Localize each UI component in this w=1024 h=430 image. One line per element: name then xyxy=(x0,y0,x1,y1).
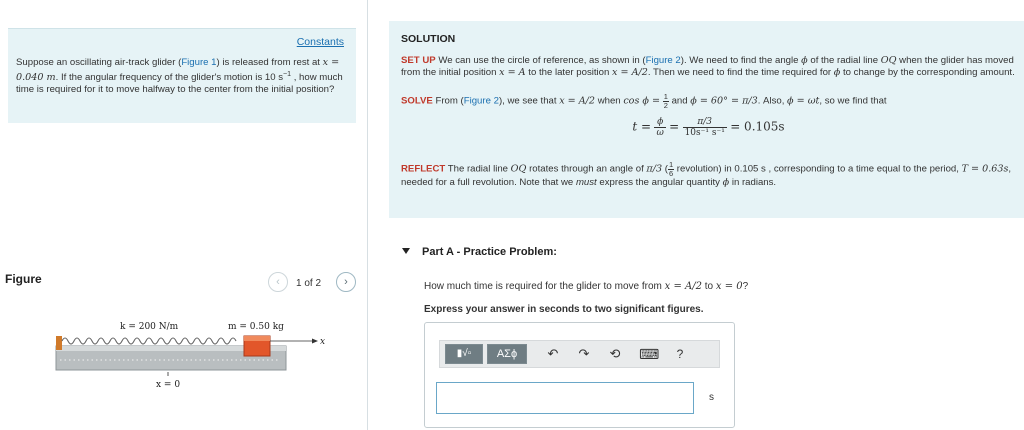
reflect-tag: REFLECT xyxy=(401,163,446,175)
answer-instruction: Express your answer in seconds to two significant figures. xyxy=(424,304,704,315)
part-a-header[interactable] xyxy=(402,246,557,258)
part-a-title: Part A - Practice Problem: xyxy=(422,246,557,258)
setup-text: when the glider has moved from the initial position xyxy=(401,55,1014,78)
spring xyxy=(62,338,236,344)
solve-text: when xyxy=(595,95,624,107)
origin-label: x = 0 xyxy=(156,380,181,390)
next-figure-button[interactable]: › xyxy=(336,272,356,292)
practice-question xyxy=(424,281,748,292)
spring-constant-label: k = 200 N/m xyxy=(120,322,179,332)
time-formula xyxy=(401,117,1016,151)
formula-lhs: t = xyxy=(632,119,652,134)
mass-label: m = 0.50 kg xyxy=(228,322,284,332)
cos-phi-expression: cos ϕ = xyxy=(623,95,661,107)
emphasis-must: must xyxy=(575,177,597,188)
problem-text: . If the angular frequency of the glider's motion is 10 s xyxy=(55,72,284,84)
end-position-equation: x = 0 xyxy=(715,281,743,292)
keyboard-icon[interactable]: ⌨ xyxy=(639,346,660,362)
problem-text: Suppose an oscillating air-track glider ( xyxy=(16,57,182,68)
setup-text: We can use the circle of reference, as shown in ( xyxy=(435,55,646,66)
reflect-text: in radians. xyxy=(729,177,777,188)
x-axis-label: x xyxy=(320,337,326,347)
figure-2-link[interactable]: Figure 2 xyxy=(463,95,499,107)
x-axis-arrow xyxy=(312,339,318,344)
setup-paragraph xyxy=(401,55,1016,79)
air-track-figure xyxy=(50,314,340,396)
reflect-text: , needed for a full revolution. Note that we xyxy=(401,163,1012,188)
setup-text: to change by the corresponding amount. xyxy=(840,67,1015,78)
setup-text: . Then we need to find the time required for xyxy=(647,67,834,78)
unit-label: s xyxy=(709,392,714,403)
reflect-text: ( xyxy=(662,163,668,175)
later-position-equation: x = A/2 xyxy=(612,67,648,78)
fraction-denominator: ω xyxy=(656,128,664,138)
reset-icon[interactable]: ⟲ xyxy=(609,346,621,361)
setup-text: to the later position xyxy=(525,67,613,78)
previous-figure-button[interactable]: ‹ xyxy=(268,272,288,292)
formula-result: = 0.105s xyxy=(730,119,785,134)
fraction-numerator: π/3 xyxy=(683,117,727,128)
radial-line-symbol: OQ xyxy=(510,163,527,175)
radial-line-symbol: OQ xyxy=(880,55,897,66)
omega-equation: ϕ = ωt xyxy=(787,95,820,107)
fraction-numerator: 1 xyxy=(663,92,668,101)
collapse-arrow-icon[interactable] xyxy=(402,248,410,254)
phi-symbol: ϕ xyxy=(801,55,808,66)
constants-bar xyxy=(8,28,356,52)
fraction-denominator: 6 xyxy=(668,168,674,178)
templates-button[interactable]: ▮√▫ xyxy=(445,344,483,364)
question-text: to xyxy=(702,281,716,292)
formula-equals: = xyxy=(669,119,680,134)
solve-text: . Also, xyxy=(757,95,788,107)
fraction-denominator: 10s⁻¹ s⁻¹ xyxy=(684,128,725,138)
figure-page-indicator: 1 of 2 xyxy=(296,278,322,289)
phi-symbol: ϕ xyxy=(722,177,730,188)
solution-panel xyxy=(389,21,1024,218)
problem-text: , how much time is required for it to move halfway to the center from the initial position? xyxy=(16,72,343,96)
solve-text: From ( xyxy=(432,95,464,107)
initial-position-equation: x = A xyxy=(499,67,526,78)
fraction-denominator: 2 xyxy=(663,100,668,110)
reflect-paragraph xyxy=(401,161,1016,189)
question-text: How much time is required for the glider to move from xyxy=(424,281,665,292)
answer-input[interactable] xyxy=(436,382,694,414)
solve-text: , so we find that xyxy=(819,95,887,107)
problem-panel xyxy=(0,0,368,430)
wall-anchor xyxy=(56,336,62,350)
reflect-text: express the angular quantity xyxy=(596,177,723,188)
phi-symbol: ϕ xyxy=(833,67,841,78)
answer-area xyxy=(424,322,735,428)
symbols-button[interactable]: ΑΣϕ xyxy=(487,344,527,364)
pi-over-three: π/3 xyxy=(646,163,663,175)
glider-top xyxy=(244,336,270,341)
solve-text: ), we see that xyxy=(498,95,560,107)
setup-tag: SET UP xyxy=(401,55,436,66)
setup-text: of the radial line xyxy=(807,55,881,66)
reflect-text: rotates through an angle of xyxy=(526,163,647,175)
half-amplitude-equation: x = A/2 xyxy=(559,95,596,107)
help-icon[interactable]: ? xyxy=(676,347,684,361)
figure-2-link[interactable]: Figure 2 xyxy=(645,55,681,66)
problem-statement xyxy=(8,52,356,123)
question-text: ? xyxy=(742,281,749,292)
phi-over-omega-fraction xyxy=(654,117,665,138)
reflect-text: revolution) in 0.105 s , corresponding to a time equal to the period, xyxy=(674,163,962,175)
fraction-numerator: ϕ xyxy=(654,117,665,128)
problem-text: ) is released from rest at xyxy=(216,57,323,68)
setup-text: ). We need to find the angle xyxy=(680,55,802,66)
solution-title: SOLUTION xyxy=(401,33,456,45)
figure-1-link[interactable]: Figure 1 xyxy=(181,57,217,68)
exponent: −1 xyxy=(283,71,292,78)
initial-position-equation: x = 0.040 m xyxy=(16,57,340,84)
redo-icon[interactable]: ↷ xyxy=(578,346,590,361)
math-toolbar xyxy=(439,340,720,368)
start-position-equation: x = A/2 xyxy=(664,281,702,292)
figure-label: Figure xyxy=(5,272,42,286)
constants-link[interactable]: Constants xyxy=(296,36,344,48)
period-equation: T = 0.63s xyxy=(961,163,1009,175)
reflect-text: The radial line xyxy=(445,163,511,175)
solve-paragraph xyxy=(401,93,1016,109)
solve-text: and xyxy=(668,95,691,107)
fraction-numerator: 1 xyxy=(668,160,674,169)
angle-equation: ϕ = 60° = π/3 xyxy=(690,95,758,107)
undo-icon[interactable]: ↶ xyxy=(547,346,559,361)
solve-tag: SOLVE xyxy=(401,95,433,107)
pi-over-frequency-fraction xyxy=(683,117,727,138)
